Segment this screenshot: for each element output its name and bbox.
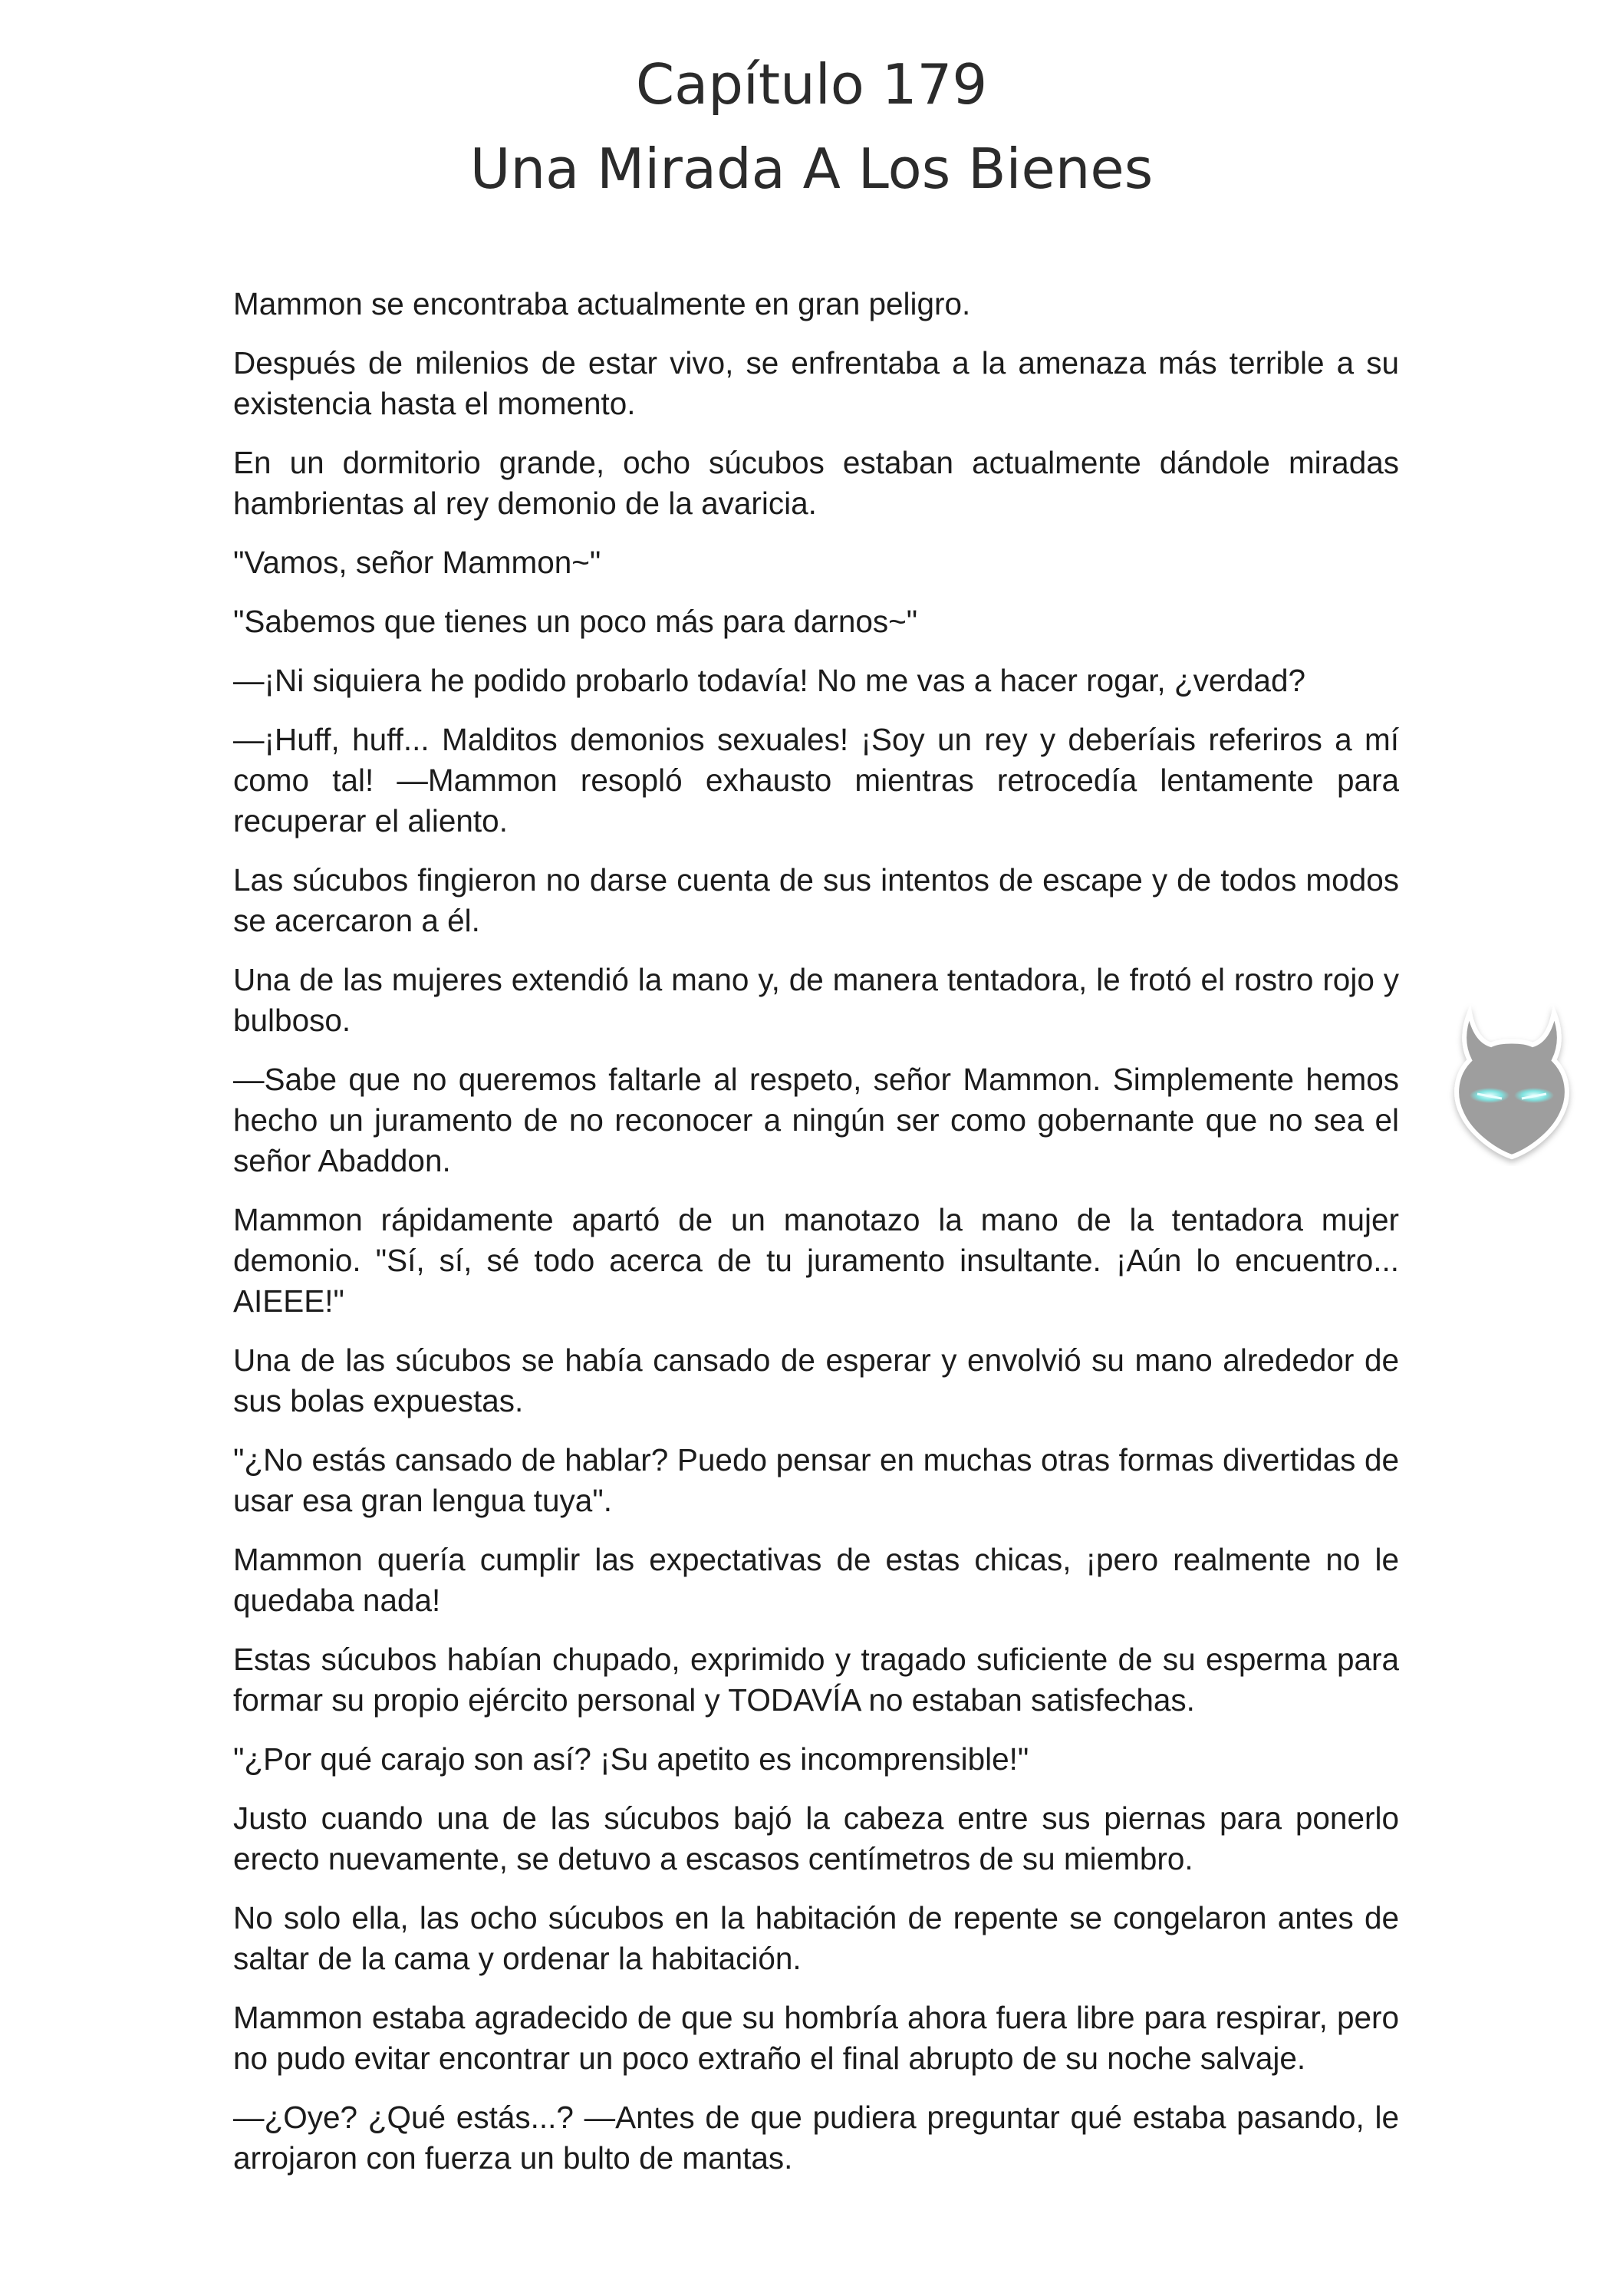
chapter-title: Una Mirada A Los Bienes — [469, 137, 1154, 201]
paragraph: "Vamos, señor Mammon~" — [233, 545, 601, 580]
paragraph: —¿Oye? ¿Qué estás...? —Antes de que pudiera preguntar qué estaba pasando, le arrojaron con fuerza un bulto de mantas. — [233, 2100, 1399, 2176]
paragraph: Mammon estaba agradecido de que su hombría ahora fuera libre para respirar, pero no pudo evitar encontrar un poco extraño el final abrupto de su noche salvaje. — [233, 2000, 1399, 2076]
paragraph: —¡Huff, huff... Malditos demonios sexuales! ¡Soy un rey y deberíais referiros a mí como tal! —Mammon resopló exhausto mientras retrocedía lentamente para recuperar el aliento. — [233, 722, 1399, 838]
paragraph: Mammon rápidamente apartó de un manotazo la mano de la tentadora mujer demonio. "Sí, sí, sé todo acerca de tu juramento insultante. ¡Aún lo encuentro... AIEEE!" — [233, 1202, 1399, 1319]
paragraph: —Sabe que no queremos faltarle al respeto, señor Mammon. Simplemente hemos hecho un juramento de no reconocer a ningún ser como gobernante que no sea el señor Abaddon. — [233, 1062, 1399, 1178]
chapter-header — [0, 42, 1623, 211]
chapter-body — [233, 284, 1399, 2179]
paragraph: En un dormitorio grande, ocho súcubos estaban actualmente dándole miradas hambrientas al rey demonio de la avaricia. — [233, 445, 1399, 521]
paragraph: Mammon quería cumplir las expectativas de estas chicas, ¡pero realmente no le quedaba nada! — [233, 1542, 1399, 1618]
paragraph: Una de las súcubos se había cansado de esperar y envolvió su mano alrededor de sus bolas expuestas. — [233, 1342, 1399, 1418]
paragraph: Justo cuando una de las súcubos bajó la cabeza entre sus piernas para ponerlo erecto nuevamente, se detuvo a escasos centímetros de su miembro. — [233, 1800, 1399, 1876]
paragraph: Mammon se encontraba actualmente en gran peligro. — [233, 286, 971, 321]
paragraph: Después de milenios de estar vivo, se enfrentaba a la amenaza más terrible a su existencia hasta el momento. — [233, 345, 1399, 421]
paragraph: "Sabemos que tienes un poco más para darnos~" — [233, 604, 918, 639]
paragraph: Las súcubos fingieron no darse cuenta de sus intentos de escape y de todos modos se acercaron a él. — [233, 862, 1399, 938]
paragraph: "¿No estás cansado de hablar? Puedo pensar en muchas otras formas divertidas de usar esa gran lengua tuya". — [233, 1442, 1399, 1518]
paragraph: —¡Ni siquiera he podido probarlo todavía! No me vas a hacer rogar, ¿verdad? — [233, 663, 1306, 698]
paragraph: "¿Por qué carajo son así? ¡Su apetito es incomprensible!" — [233, 1741, 1029, 1777]
paragraph: Una de las mujeres extendió la mano y, de manera tentadora, le frotó el rostro rojo y bulboso. — [233, 962, 1399, 1038]
paragraph: No solo ella, las ocho súcubos en la habitación de repente se congelaron antes de saltar de la cama y ordenar la habitación. — [233, 1900, 1399, 1976]
paragraph: Estas súcubos habían chupado, exprimido y tragado suficiente de su esperma para formar su propio ejército personal y TODAVÍA no estaban satisfechas. — [233, 1642, 1399, 1718]
horned-demon-head-icon — [1439, 997, 1585, 1166]
chapter-number: Capítulo 179 — [635, 52, 988, 117]
